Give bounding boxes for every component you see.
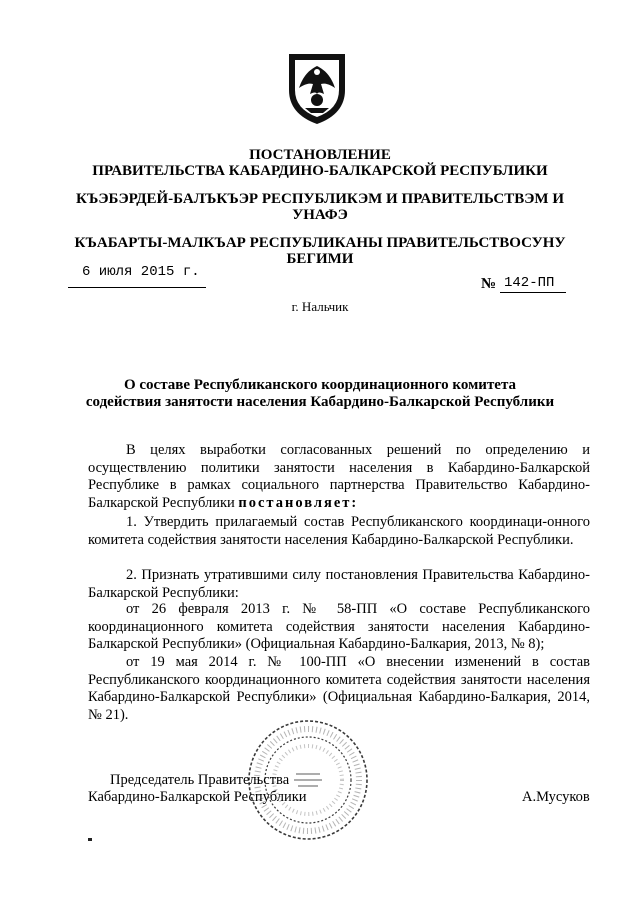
paragraph-item-2: 2. Признать утратившими силу постановления Правительства Кабардино-Балкарской Республики:	[88, 567, 590, 601]
signer-position-line2: Кабардино-Балкарской Республики	[88, 789, 307, 805]
government-name-russian: ПРАВИТЕЛЬСТВА КАБАРДИНО-БАЛКАРСКОЙ РЕСПУБЛИКИ	[92, 163, 548, 179]
government-name-kabardian-line2: УНАФЭ	[292, 207, 348, 223]
preamble-text: В целях выработки согласованных решений по определению и осуществлению политики занятости населения в Кабардино-Балкарской Республике в рамках социального партнерства Правительство Кабардино-Балкарской Республики	[88, 442, 590, 511]
city: г. Нальчик	[291, 299, 349, 314]
signer-name: А.Мусуков	[522, 789, 590, 805]
signer-position-line1: Председатель Правительства	[110, 772, 290, 788]
government-name-balkar-line2: БЕГИМИ	[286, 251, 354, 267]
decree-title-line1: О составе Республиканского координационного комитета	[123, 377, 517, 393]
scan-speck	[88, 838, 92, 841]
decree-date: 6 июля 2015 г.	[82, 264, 200, 280]
paragraph-item-1: 1. Утвердить прилагаемый состав Республиканского координаци-онного комитета содействия занятости населения Кабардино-Балкарской Республики.	[88, 514, 590, 548]
number-underline	[500, 292, 566, 293]
paragraph-preamble	[88, 442, 590, 512]
paragraph-repeal-2013: от 26 февраля 2013 г. № 58-ПП «О составе Республиканского координационного комитета содействия занятости населения Кабардино-Балкарской Республики» (Официальная Кабардино-Балкария, 2013, № 8);	[88, 601, 590, 653]
number-sign: №	[481, 276, 497, 292]
government-name-balkar-line1: КЪАБАРТЫ-МАЛКЪАР РЕСПУБЛИКАНЫ ПРАВИТЕЛЬСТВОСУНУ	[74, 235, 566, 251]
paragraph-repeal-2014: от 19 мая 2014 г. № 100-ПП «О внесении изменений в состав Республиканского координационного комитета содействия занятости населения Кабардино-Балкарской Республики» (Официальная Кабардино-Балкария, 2014, № 21).	[88, 654, 590, 723]
decree-heading: ПОСТАНОВЛЕНИЕ	[249, 147, 391, 163]
coat-of-arms-icon	[283, 50, 351, 126]
decree-number: 142-ПП	[504, 275, 555, 291]
decree-title-line2: содействия занятости населения Кабардино-Балкарской Республики	[85, 394, 555, 410]
decree-verb: постановляет:	[238, 494, 359, 511]
government-name-kabardian-line1: КЪЭБЭРДЕЙ-БАЛЪКЪЭР РЕСПУБЛИКЭМ И ПРАВИТЕЛЬСТВЭМ И	[76, 191, 564, 207]
date-underline	[68, 287, 206, 288]
